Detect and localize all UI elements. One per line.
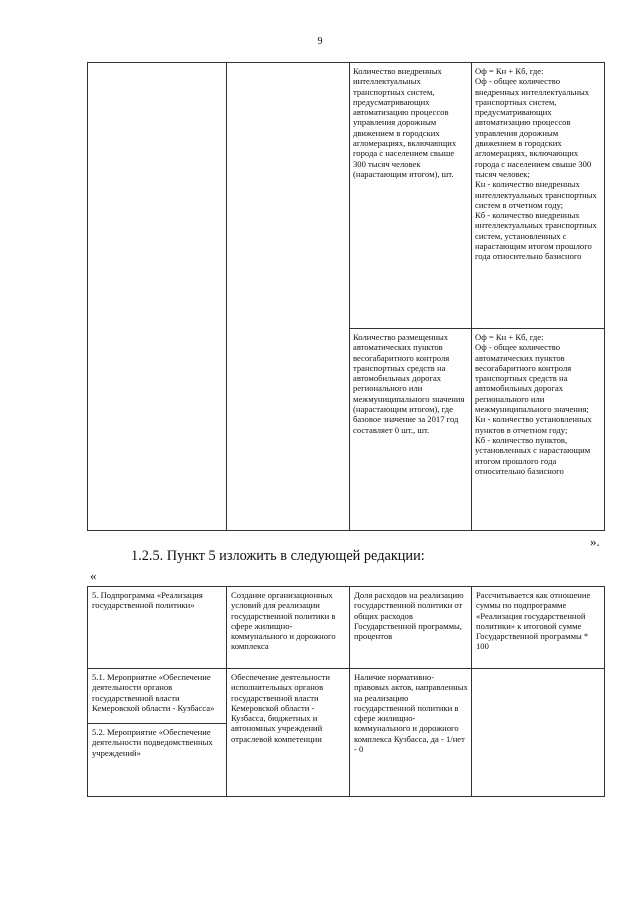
table-row [88, 63, 605, 329]
page-number: 9 [317, 36, 323, 47]
indicator-cell: Количество внедренных интеллектуальных транспортных систем, предусматривающих автоматизацию процессов управления дорожным движением в городских агломерациях, включающих города с населением свыше 300 тысяч человек (нарастающим итогом), шт. [350, 63, 472, 329]
table-row [88, 587, 605, 669]
method-cell: Рассчитывается как отношение суммы по подпрограмме «Реализация государственной политики» к итоговой сумме Государственной программы * 100 [472, 587, 605, 669]
goal-cell: Создание организационных условий для реализации государственной политики в сфере жилищно-коммунального и дорожного комплекса [227, 587, 350, 669]
formula-line: Кб - количество пунктов, установленных с нарастающим итогом прошлого года относительно базисного [475, 434, 591, 476]
formula-line: Оф - общее количество внедренных интеллектуальных транспортных систем, предусматривающих автоматизацию процессов управления дорожным движением в городских агломерациях, включающих города с населением свыше 300 тысяч человек; [475, 76, 592, 179]
section-heading: 1.2.5. Пункт 5 изложить в следующей редакции: [131, 548, 425, 564]
indicator-cell: Наличие нормативно-правовых актов, направленных на реализацию государственной политики в сфере жилищно-коммунального и дорожного комплекса Кузбасса, да - 1/нет - 0 [350, 669, 472, 797]
formula-line: Оф = Кн + Кб, где: [475, 332, 544, 342]
formula-line: Оф - общее количество автоматических пунктов весогабаритного контроля транспортных средств на автомобильных дорогах регионального или межмуниципального значения; [475, 342, 589, 415]
measures-cell [88, 669, 227, 797]
program-cell: 5. Подпрограмма «Реализация государственной политики» [88, 587, 227, 669]
formula-cell [472, 63, 605, 329]
indicator-cell: Количество размещенных автоматических пунктов весогабаритного контроля транспортных средств на автомобильных дорогах регионального или межмуниципального значения (нарастающим итогом), где базовое значение за 2017 год составляет 0 шт., шт. [350, 329, 472, 531]
empty-cell-program [88, 63, 227, 531]
indicator-cell: Доля расходов на реализацию государственной политики от общих расходов Государственной программы, процентов [350, 587, 472, 669]
formula-cell [472, 329, 605, 531]
measure-divider [88, 723, 226, 724]
goal-cell: Обеспечение деятельности исполнительных органов государственной власти Кемеровской области - Кузбасса, бюджетных и автономных учреждений отраслевой компетенции [227, 669, 350, 797]
formula-line: Оф = Кн + Кб, где: [475, 66, 544, 76]
measure-5-1: 5.1. Мероприятие «Обеспечение деятельности органов государственной власти Кемеровской области - Кузбасса» [92, 672, 215, 713]
formula-line: Кн - количество внедренных интеллектуальных транспортных систем в отчетном году; [475, 179, 597, 210]
table-row [88, 669, 605, 797]
empty-cell-goal [227, 63, 350, 531]
formula-line: Кн - количество установленных пунктов в отчетном году; [475, 414, 592, 435]
method-cell [472, 669, 605, 797]
closing-quote: ». [590, 534, 600, 549]
indicators-table-continued [87, 62, 605, 531]
measure-5-2: 5.2. Мероприятие «Обеспечение деятельности подведомственных учреждений» [92, 727, 213, 758]
opening-quote: « [90, 568, 97, 583]
subprogram-5-table [87, 586, 605, 797]
formula-line: Кб - количество внедренных интеллектуальных транспортных систем, установленных с нарастающим итогом прошлого года относительно базисного [475, 210, 597, 262]
